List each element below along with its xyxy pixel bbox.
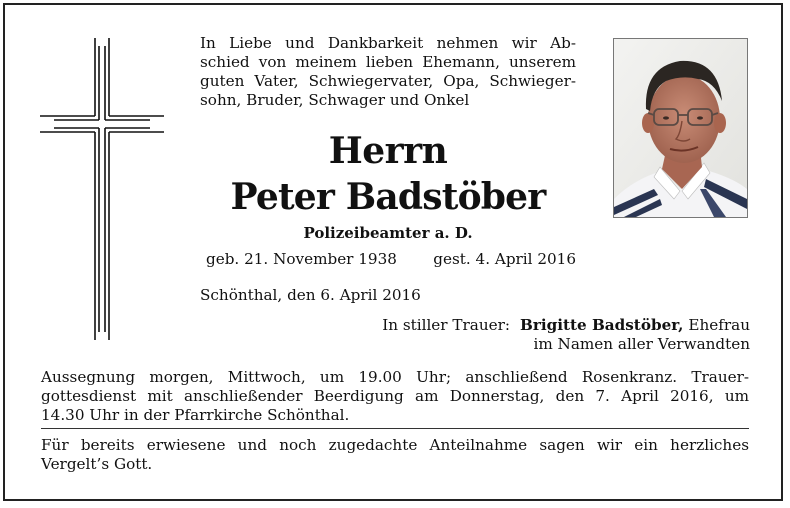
intro-line: schied von meinem lieben Ehemann, unserem [200,53,576,71]
funeral-service-text [41,368,749,425]
mourner-row [374,316,750,335]
deceased-profession: Polizeibeamter a. D. [303,224,473,242]
portrait-photo [613,38,748,218]
thanks-line: Für bereits erwiesene und noch zugedachte Anteilnahme sagen wir ein herzliches [41,436,749,454]
mourners-block [374,316,750,354]
birth-date: geb. 21. November 1938 [206,250,397,268]
service-line: 14.30 Uhr in der Pfarrkirche Schönthal. [41,406,350,424]
divider [41,428,749,429]
mourners-label: In stiller Trauer: [382,316,510,334]
thanks-line: Vergelt’s Gott. [41,455,153,473]
mourner-role: Ehefrau [688,316,750,334]
intro-line: sohn, Bruder, Schwager und Onkel [200,91,470,109]
christian-cross-icon [40,38,164,340]
salutation: Herrn [328,130,448,172]
death-date: gest. 4. April 2016 [433,250,576,268]
intro-line: guten Vater, Schwiegervater, Opa, Schwieger- [200,72,576,90]
service-line: gottesdienst mit anschließender Beerdigung am Donnerstag, den 7. April 2016, um [41,387,749,405]
mourner-name: Brigitte Badstöber, [519,316,684,334]
mourners-others-text: im Namen aller Verwandten [533,335,750,353]
intro-text [200,34,576,110]
service-line: Aussegnung morgen, Mittwoch, um 19.00 Uhr; anschließend Rosenkranz. Trauer- [41,368,749,386]
life-dates [200,250,576,269]
intro-line: In Liebe und Dankbarkeit nehmen wir Ab- [200,34,576,52]
mourner-others [374,335,750,354]
thanks-text [41,436,749,474]
place-and-date: Schönthal, den 6. April 2016 [200,286,421,304]
deceased-name: Peter Badstöber [230,176,546,218]
